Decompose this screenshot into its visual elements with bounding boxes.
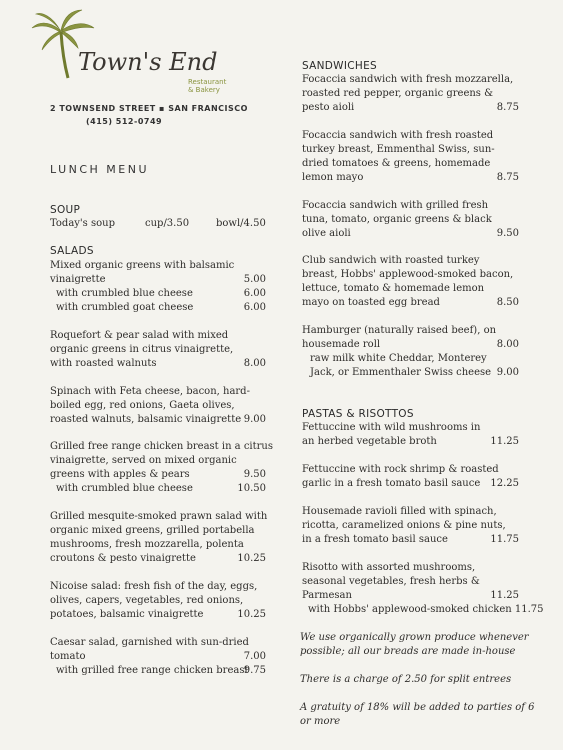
menu-item-line: Spinach with Feta cheese, bacon, hard- [50, 386, 250, 397]
menu-item-line: with roasted walnuts [50, 358, 157, 369]
menu-item-line: with crumbled blue cheese [56, 288, 193, 299]
menu-item-line: with crumbled blue cheese [56, 483, 193, 494]
note-split-charge: There is a charge of 2.50 for split entrees [300, 674, 512, 685]
menu-item-line: boiled egg, red onions, Gaeta olives, [50, 400, 235, 411]
section-heading-pastas: PASTAS & RISOTTOS [302, 408, 414, 420]
menu-item-line: Caesar salad, garnished with sun-dried [50, 637, 249, 648]
section-heading-soup: SOUP [50, 204, 81, 216]
menu-item-line: vinaigrette, served on mixed organic [50, 455, 237, 466]
price: 5.00 [243, 274, 266, 285]
price: 11.75 [490, 534, 519, 545]
price: 12.25 [490, 478, 519, 489]
price: 9.50 [243, 469, 266, 480]
price: 8.75 [496, 172, 519, 183]
menu-item-line: Focaccia sandwich with fresh roasted [302, 130, 494, 141]
menu-item-line: Roquefort & pear salad with mixed [50, 330, 229, 341]
menu-item-line: raw milk white Cheddar, Monterey [310, 353, 487, 364]
menu-item-line: lemon mayo [302, 172, 364, 183]
menu-item-line: croutons & pesto vinaigrette [50, 553, 196, 564]
menu-item-line: mayo on toasted egg bread [302, 297, 440, 308]
menu-item-line: Grilled free range chicken breast in a citrus [50, 441, 273, 452]
menu-item-line: Focaccia sandwich with fresh mozzarella, [302, 74, 514, 85]
note-gratuity: A gratuity of 18% will be added to parties of 6 [300, 702, 535, 713]
menu-item-line: greens with apples & pears [50, 469, 190, 480]
brand-name: Town's End [78, 48, 218, 76]
tagline-line: & Bakery [188, 86, 220, 94]
menu-item-line: an herbed vegetable broth [302, 436, 437, 447]
menu-item-line: garlic in a fresh tomato basil sauce [302, 478, 481, 489]
menu-item-line: Grilled mesquite-smoked prawn salad with [50, 511, 268, 522]
menu-item-line: Parmesan [302, 590, 352, 601]
price: 7.00 [243, 651, 266, 662]
price-cup: cup/3.50 [145, 218, 190, 229]
menu-item-line: organic greens in citrus vinaigrette, [50, 344, 234, 355]
menu-item-line: mushrooms, fresh mozzarella, polenta [50, 539, 244, 550]
menu-item-line: olive aioli [302, 228, 351, 239]
menu-item-line: Focaccia sandwich with grilled fresh [302, 200, 489, 211]
page-title: LUNCH MENU [50, 163, 150, 176]
price: 8.75 [496, 102, 519, 113]
menu-item-line: with crumbled goat cheese [56, 302, 194, 313]
price: 9.75 [243, 665, 266, 676]
menu-item-line: ricotta, caramelized onions & pine nuts, [302, 520, 506, 531]
menu-item-line: Fettuccine with rock shrimp & roasted [302, 464, 499, 475]
price: 9.00 [243, 414, 266, 425]
menu-item-soup: Today's soup [50, 218, 115, 229]
price: 11.25 [490, 590, 519, 601]
price: 8.00 [243, 358, 266, 369]
menu-item-line: tomato [50, 651, 86, 662]
menu-item-line: roasted red pepper, organic greens & [302, 88, 494, 99]
menu-item-line: Nicoise salad: fresh fish of the day, eggs, [50, 581, 258, 592]
note-organic: We use organically grown produce whenever [300, 632, 529, 643]
menu-item-line: Club sandwich with roasted turkey [302, 255, 480, 266]
menu-item-line: Fettuccine with wild mushrooms in [302, 422, 481, 433]
menu-item-line: breast, Hobbs' applewood-smoked bacon, [302, 269, 514, 280]
section-heading-sandwiches: SANDWICHES [302, 60, 377, 72]
menu-item-line: with grilled free range chicken breast [56, 665, 249, 676]
price: 9.00 [496, 367, 519, 378]
price: 10.25 [237, 553, 266, 564]
menu-item-line: turkey breast, Emmenthal Swiss, sun- [302, 144, 495, 155]
price-bowl: bowl/4.50 [216, 218, 266, 229]
address: 2 TOWNSEND STREET ▪ SAN FRANCISCO [50, 104, 248, 113]
note-gratuity: or more [300, 716, 341, 727]
menu-item-line: with Hobbs' applewood-smoked chicken 11.75 [308, 604, 544, 615]
menu-item-line: Jack, or Emmenthaler Swiss cheese [310, 367, 492, 378]
price: 11.25 [490, 436, 519, 447]
menu-item-line: housemade roll [302, 339, 381, 350]
menu-item-line: Mixed organic greens with balsamic [50, 260, 235, 271]
menu-item-line: Housemade ravioli filled with spinach, [302, 506, 497, 517]
note-organic: possible; all our breads are made in-house [300, 646, 516, 657]
menu-item-line: lettuce, tomato & homemade lemon [302, 283, 485, 294]
menu-item-line: seasonal vegetables, fresh herbs & [302, 576, 480, 587]
menu-item-line: vinaigrette [50, 274, 106, 285]
phone: (415) 512-0749 [86, 117, 163, 126]
price: 6.00 [243, 288, 266, 299]
price: 9.50 [496, 228, 519, 239]
menu-item-line: tuna, tomato, organic greens & black [302, 214, 492, 225]
menu-item-line: pesto aioli [302, 102, 355, 113]
menu-item-line: dried tomatoes & greens, homemade [302, 158, 491, 169]
menu-item-line: organic mixed greens, grilled portabella [50, 525, 255, 536]
restaurant-logo [30, 8, 230, 98]
menu-item-line: roasted walnuts, balsamic vinaigrette [50, 414, 242, 425]
menu-item-line: olives, capers, vegetables, red onions, [50, 595, 244, 606]
brand-tagline [188, 78, 226, 94]
section-heading-salads: SALADS [50, 245, 94, 257]
price: 10.25 [237, 609, 266, 620]
menu-item-line: Risotto with assorted mushrooms, [302, 562, 476, 573]
tagline-line: Restaurant [188, 78, 227, 86]
menu-item-line: potatoes, balsamic vinaigrette [50, 609, 204, 620]
price: 8.00 [496, 339, 519, 350]
price: 8.50 [496, 297, 519, 308]
price: 6.00 [243, 302, 266, 313]
menu-item-line: in a fresh tomato basil sauce [302, 534, 448, 545]
menu-item-line: Hamburger (naturally raised beef), on [302, 325, 497, 336]
price: 10.50 [237, 483, 266, 494]
